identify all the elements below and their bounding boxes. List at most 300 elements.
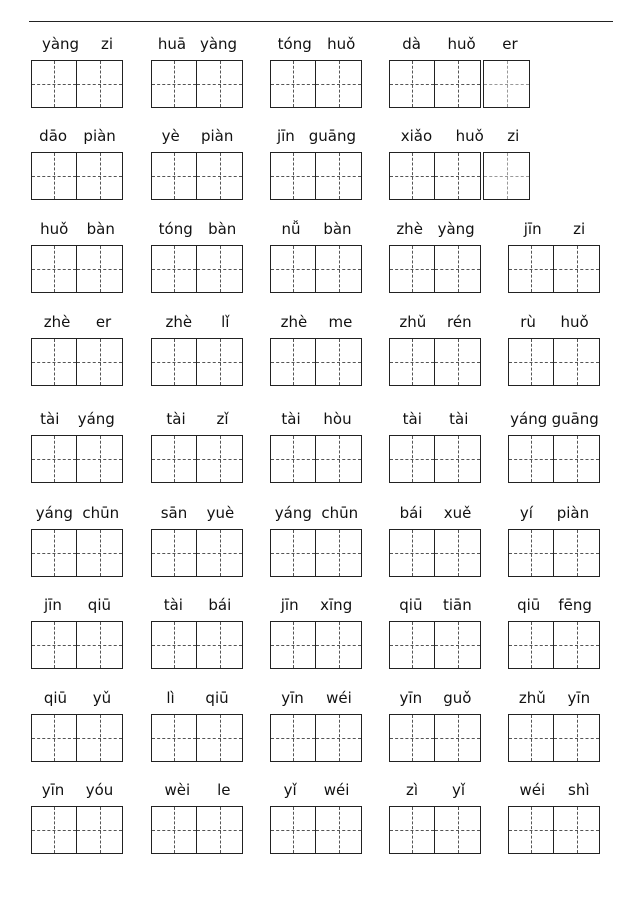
tianzige-grid (508, 338, 600, 386)
writing-cell[interactable] (389, 152, 435, 200)
writing-cell[interactable] (77, 245, 123, 293)
pinyin-label (151, 408, 244, 430)
pinyin-syllable: qiū (517, 596, 541, 614)
word-item (270, 125, 363, 215)
tianzige-grid (151, 806, 243, 854)
writing-cell[interactable] (270, 435, 316, 483)
writing-cell[interactable] (77, 714, 123, 762)
word-item (151, 779, 244, 869)
pinyin-syllable: zì (405, 781, 419, 799)
pinyin-syllable: lì (166, 689, 175, 707)
pinyin-syllable: yǐ (283, 781, 297, 799)
writing-cell[interactable] (508, 714, 554, 762)
pinyin-syllable: yàng (437, 220, 475, 238)
word-item (508, 218, 601, 308)
pinyin-syllable: jīn (43, 596, 62, 614)
writing-cell[interactable] (316, 435, 362, 483)
tianzige-grid (270, 60, 362, 108)
tianzige-grid (389, 529, 481, 577)
pinyin-label (508, 594, 601, 616)
pinyin-syllable: dà (402, 35, 421, 53)
pinyin-syllable: me (328, 313, 353, 331)
pinyin-syllable: yīn (41, 781, 65, 799)
writing-cell[interactable] (316, 714, 362, 762)
pinyin-syllable: yóu (85, 781, 114, 799)
pinyin-syllable: bàn (323, 220, 352, 238)
word-row (0, 502, 627, 592)
pinyin-syllable: hòu (323, 410, 352, 428)
pinyin-syllable: wèi (164, 781, 191, 799)
pinyin-syllable: sān (160, 504, 188, 522)
writing-cell[interactable] (77, 806, 123, 854)
word-item (151, 218, 244, 308)
writing-cell[interactable] (77, 621, 123, 669)
writing-cell[interactable] (316, 60, 362, 108)
pinyin-label (31, 311, 124, 333)
writing-cell[interactable] (554, 806, 600, 854)
writing-cell[interactable] (389, 60, 435, 108)
word-item (151, 594, 244, 684)
pinyin-syllable: tóng (158, 220, 193, 238)
pinyin-syllable: zhǔ (518, 689, 546, 707)
pinyin-syllable: er (502, 35, 518, 53)
pinyin-label (151, 594, 244, 616)
writing-cell[interactable] (435, 529, 481, 577)
pinyin-label (270, 502, 363, 524)
pinyin-syllable: zhè (280, 313, 308, 331)
pinyin-label (270, 311, 363, 333)
writing-cell[interactable] (389, 621, 435, 669)
pinyin-syllable: zhè (165, 313, 193, 331)
pinyin-syllable: rén (447, 313, 472, 331)
pinyin-syllable: yàng (199, 35, 238, 53)
pinyin-syllable: zi (507, 127, 520, 145)
pinyin-label (270, 125, 363, 147)
writing-cell[interactable] (77, 529, 123, 577)
writing-cell[interactable] (554, 245, 600, 293)
word-item (31, 408, 124, 498)
writing-cell[interactable] (389, 529, 435, 577)
tianzige-grid (270, 714, 362, 762)
pinyin-syllable: qiū (43, 689, 68, 707)
writing-cell[interactable] (31, 621, 77, 669)
pinyin-syllable: yáng (35, 504, 73, 522)
writing-cell[interactable] (151, 806, 197, 854)
pinyin-syllable: zi (100, 35, 114, 53)
pinyin-syllable: chūn (82, 504, 120, 522)
writing-cell[interactable] (508, 435, 554, 483)
writing-cell[interactable] (77, 60, 123, 108)
pinyin-syllable: qiū (399, 596, 423, 614)
pinyin-syllable: fēng (558, 596, 592, 614)
pinyin-syllable: xīng (320, 596, 353, 614)
pinyin-syllable: piàn (83, 127, 116, 145)
pinyin-syllable: yàng (41, 35, 80, 53)
pinyin-syllable: tài (40, 410, 60, 428)
word-item (31, 125, 124, 215)
pinyin-syllable: le (217, 781, 231, 799)
writing-cell[interactable] (389, 245, 435, 293)
word-item (508, 594, 601, 684)
pinyin-syllable: chūn (321, 504, 359, 522)
writing-cell[interactable] (77, 338, 123, 386)
pinyin-syllable: tóng (277, 35, 312, 53)
pinyin-syllable: yīn (567, 689, 591, 707)
writing-cell[interactable] (435, 245, 481, 293)
pinyin-syllable: huǒ (455, 127, 484, 145)
writing-cell[interactable] (31, 435, 77, 483)
pinyin-syllable: guāng (308, 127, 357, 145)
pinyin-label (31, 33, 124, 55)
tianzige-grid (389, 245, 481, 293)
pinyin-label (508, 218, 601, 240)
tianzige-grid (151, 152, 243, 200)
pinyin-label (31, 218, 124, 240)
pinyin-syllable: zǐ (216, 410, 229, 428)
tianzige-grid (508, 245, 600, 293)
pinyin-label (31, 594, 124, 616)
pinyin-syllable: bái (208, 596, 232, 614)
pinyin-label (151, 33, 244, 55)
pinyin-syllable: bái (399, 504, 423, 522)
writing-cell[interactable] (316, 338, 362, 386)
word-item (389, 311, 482, 401)
tianzige-grid (389, 60, 530, 108)
writing-cell[interactable] (435, 60, 481, 108)
writing-cell[interactable] (554, 435, 600, 483)
writing-cell[interactable] (151, 245, 197, 293)
pinyin-label (389, 408, 482, 430)
writing-cell[interactable] (197, 245, 243, 293)
writing-cell[interactable] (31, 152, 77, 200)
writing-cell[interactable] (435, 714, 481, 762)
tianzige-grid (508, 435, 600, 483)
tianzige-grid (151, 714, 243, 762)
pinyin-syllable: guǒ (443, 689, 472, 707)
writing-cell[interactable] (197, 529, 243, 577)
pinyin-label (389, 779, 482, 801)
writing-cell[interactable] (197, 806, 243, 854)
pinyin-label (508, 502, 601, 524)
tianzige-grid (151, 435, 243, 483)
pinyin-syllable: zi (573, 220, 586, 238)
word-item (270, 311, 363, 401)
word-item (389, 33, 531, 123)
writing-cell[interactable] (77, 152, 123, 200)
writing-cell[interactable] (77, 435, 123, 483)
pinyin-label (389, 125, 531, 147)
pinyin-syllable: huā (157, 35, 187, 53)
writing-cell[interactable] (151, 621, 197, 669)
pinyin-syllable: yīn (281, 689, 304, 707)
tianzige-grid (508, 714, 600, 762)
word-item (151, 408, 244, 498)
pinyin-syllable: qiū (205, 689, 229, 707)
pinyin-label (31, 779, 124, 801)
writing-cell[interactable] (316, 621, 362, 669)
pinyin-label (389, 687, 482, 709)
word-row (0, 687, 627, 777)
writing-cell[interactable] (389, 338, 435, 386)
tianzige-grid (31, 435, 123, 483)
writing-cell[interactable] (31, 714, 77, 762)
writing-cell[interactable] (435, 435, 481, 483)
pinyin-syllable: yáng (510, 410, 548, 428)
writing-cell[interactable] (270, 714, 316, 762)
word-item (270, 408, 363, 498)
pinyin-syllable: qiū (87, 596, 111, 614)
writing-cell[interactable] (389, 806, 435, 854)
pinyin-syllable: yáng (77, 410, 115, 428)
tianzige-grid (31, 621, 123, 669)
pinyin-label (508, 408, 601, 430)
writing-cell[interactable] (270, 529, 316, 577)
writing-cell[interactable] (508, 806, 554, 854)
writing-cell[interactable] (270, 806, 316, 854)
writing-cell[interactable] (508, 529, 554, 577)
writing-cell[interactable] (197, 621, 243, 669)
writing-cell[interactable] (151, 714, 197, 762)
tianzige-grid (270, 621, 362, 669)
writing-cell[interactable] (316, 245, 362, 293)
word-item (31, 594, 124, 684)
writing-cell[interactable] (197, 338, 243, 386)
writing-cell[interactable] (508, 245, 554, 293)
pinyin-syllable: wéi (326, 689, 352, 707)
tianzige-grid (389, 714, 481, 762)
pinyin-label (270, 33, 363, 55)
pinyin-label (389, 218, 482, 240)
tianzige-grid (151, 245, 243, 293)
pinyin-syllable: shì (568, 781, 590, 799)
pinyin-syllable: yīn (399, 689, 423, 707)
writing-cell[interactable] (435, 621, 481, 669)
word-item (31, 218, 124, 308)
writing-cell[interactable] (508, 621, 554, 669)
pinyin-syllable: zhè (43, 313, 71, 331)
pinyin-label (151, 125, 244, 147)
pinyin-label (389, 502, 482, 524)
word-item (389, 502, 482, 592)
writing-cell[interactable] (31, 806, 77, 854)
writing-cell[interactable] (31, 245, 77, 293)
writing-cell[interactable] (31, 529, 77, 577)
tianzige-grid (508, 621, 600, 669)
pinyin-syllable: tiān (442, 596, 472, 614)
tianzige-grid (31, 245, 123, 293)
tianzige-grid (270, 338, 362, 386)
pinyin-syllable: piàn (200, 127, 234, 145)
pinyin-label (31, 687, 124, 709)
word-item (270, 218, 363, 308)
word-item (508, 687, 601, 777)
word-item (270, 594, 363, 684)
pinyin-label (508, 779, 601, 801)
word-item (31, 779, 124, 869)
pinyin-syllable: lǐ (221, 313, 230, 331)
writing-cell-extra[interactable] (483, 60, 530, 108)
writing-cell[interactable] (554, 621, 600, 669)
pinyin-syllable: piàn (556, 504, 590, 522)
pinyin-syllable: zhè (396, 220, 423, 238)
word-item (151, 125, 244, 215)
writing-cell[interactable] (197, 435, 243, 483)
writing-cell[interactable] (151, 152, 197, 200)
writing-cell[interactable] (554, 714, 600, 762)
word-row (0, 779, 627, 869)
word-item (270, 33, 363, 123)
writing-cell[interactable] (270, 338, 316, 386)
pinyin-label (31, 502, 124, 524)
pinyin-label (151, 311, 244, 333)
writing-cell-extra[interactable] (483, 152, 530, 200)
tianzige-grid (151, 338, 243, 386)
pinyin-syllable: jīn (276, 127, 295, 145)
pinyin-syllable: xiǎo (400, 127, 433, 145)
tianzige-grid (31, 60, 123, 108)
tianzige-grid (270, 245, 362, 293)
writing-cell[interactable] (151, 60, 197, 108)
pinyin-syllable: zhǔ (399, 313, 427, 331)
pinyin-label (151, 779, 244, 801)
tianzige-grid (389, 338, 481, 386)
writing-cell[interactable] (270, 60, 316, 108)
word-item (389, 408, 482, 498)
pinyin-syllable: tài (402, 410, 422, 428)
writing-cell[interactable] (151, 338, 197, 386)
pinyin-syllable: huǒ (327, 35, 356, 53)
pinyin-label (508, 311, 601, 333)
pinyin-syllable: wéi (519, 781, 546, 799)
tianzige-grid (389, 806, 481, 854)
tianzige-grid (270, 806, 362, 854)
pinyin-label (31, 408, 124, 430)
word-row (0, 218, 627, 308)
writing-cell[interactable] (31, 338, 77, 386)
tianzige-grid (31, 806, 123, 854)
writing-cell[interactable] (316, 152, 362, 200)
pinyin-label (270, 687, 363, 709)
pinyin-syllable: xuě (443, 504, 472, 522)
pinyin-label (270, 218, 363, 240)
word-item (389, 218, 482, 308)
word-row (0, 594, 627, 684)
writing-cell[interactable] (31, 60, 77, 108)
writing-cell[interactable] (435, 152, 481, 200)
pinyin-label (151, 502, 244, 524)
word-row (0, 125, 627, 215)
writing-cell[interactable] (508, 338, 554, 386)
tianzige-grid (389, 152, 530, 200)
word-item (389, 594, 482, 684)
tianzige-grid (31, 338, 123, 386)
pinyin-syllable: jīn (523, 220, 542, 238)
writing-cell[interactable] (197, 152, 243, 200)
tianzige-grid (151, 621, 243, 669)
word-item (389, 779, 482, 869)
writing-cell[interactable] (435, 806, 481, 854)
pinyin-syllable: huǒ (447, 35, 476, 53)
writing-cell[interactable] (197, 60, 243, 108)
pinyin-syllable: yí (519, 504, 533, 522)
writing-cell[interactable] (270, 621, 316, 669)
pinyin-label (389, 33, 531, 55)
pinyin-syllable: er (95, 313, 112, 331)
pinyin-syllable: jīn (280, 596, 299, 614)
word-row (0, 33, 627, 123)
tianzige-grid (31, 529, 123, 577)
writing-cell[interactable] (270, 245, 316, 293)
tianzige-grid (389, 435, 481, 483)
pinyin-syllable: wéi (323, 781, 350, 799)
word-row (0, 408, 627, 498)
tianzige-grid (31, 152, 123, 200)
tianzige-grid (151, 529, 243, 577)
pinyin-syllable: guāng (551, 410, 599, 428)
word-item (270, 779, 363, 869)
word-item (31, 311, 124, 401)
pinyin-syllable: tài (163, 596, 183, 614)
tianzige-grid (270, 435, 362, 483)
writing-cell[interactable] (151, 435, 197, 483)
tianzige-grid (508, 529, 600, 577)
writing-cell[interactable] (151, 529, 197, 577)
pinyin-syllable: dāo (39, 127, 68, 145)
word-item (508, 408, 601, 498)
tianzige-grid (270, 529, 362, 577)
pinyin-syllable: rù (520, 313, 536, 331)
word-item (389, 687, 482, 777)
writing-cell[interactable] (435, 338, 481, 386)
writing-cell[interactable] (554, 338, 600, 386)
pinyin-syllable: yǔ (92, 689, 112, 707)
writing-cell[interactable] (270, 152, 316, 200)
pinyin-label (389, 594, 482, 616)
word-item (31, 502, 124, 592)
pinyin-label (389, 311, 482, 333)
tianzige-grid (508, 806, 600, 854)
pinyin-syllable: yǐ (451, 781, 466, 799)
pinyin-syllable: huǒ (40, 220, 69, 238)
pinyin-label (151, 218, 244, 240)
writing-cell[interactable] (389, 435, 435, 483)
top-rule (29, 21, 613, 22)
writing-cell[interactable] (316, 806, 362, 854)
pinyin-label (270, 779, 363, 801)
writing-cell[interactable] (316, 529, 362, 577)
word-item (31, 687, 124, 777)
tianzige-grid (151, 60, 243, 108)
pinyin-syllable: yuè (206, 504, 235, 522)
pinyin-syllable: tài (449, 410, 469, 428)
word-item (389, 125, 531, 215)
writing-cell[interactable] (389, 714, 435, 762)
word-item (151, 311, 244, 401)
pinyin-label (508, 687, 601, 709)
pinyin-label (270, 408, 363, 430)
writing-cell[interactable] (197, 714, 243, 762)
writing-cell[interactable] (554, 529, 600, 577)
pinyin-syllable: tài (166, 410, 186, 428)
word-item (508, 779, 601, 869)
word-item (508, 502, 601, 592)
pinyin-label (31, 125, 124, 147)
tianzige-grid (31, 714, 123, 762)
tianzige-grid (270, 152, 362, 200)
word-row (0, 311, 627, 401)
tianzige-grid (389, 621, 481, 669)
pinyin-syllable: tài (281, 410, 301, 428)
